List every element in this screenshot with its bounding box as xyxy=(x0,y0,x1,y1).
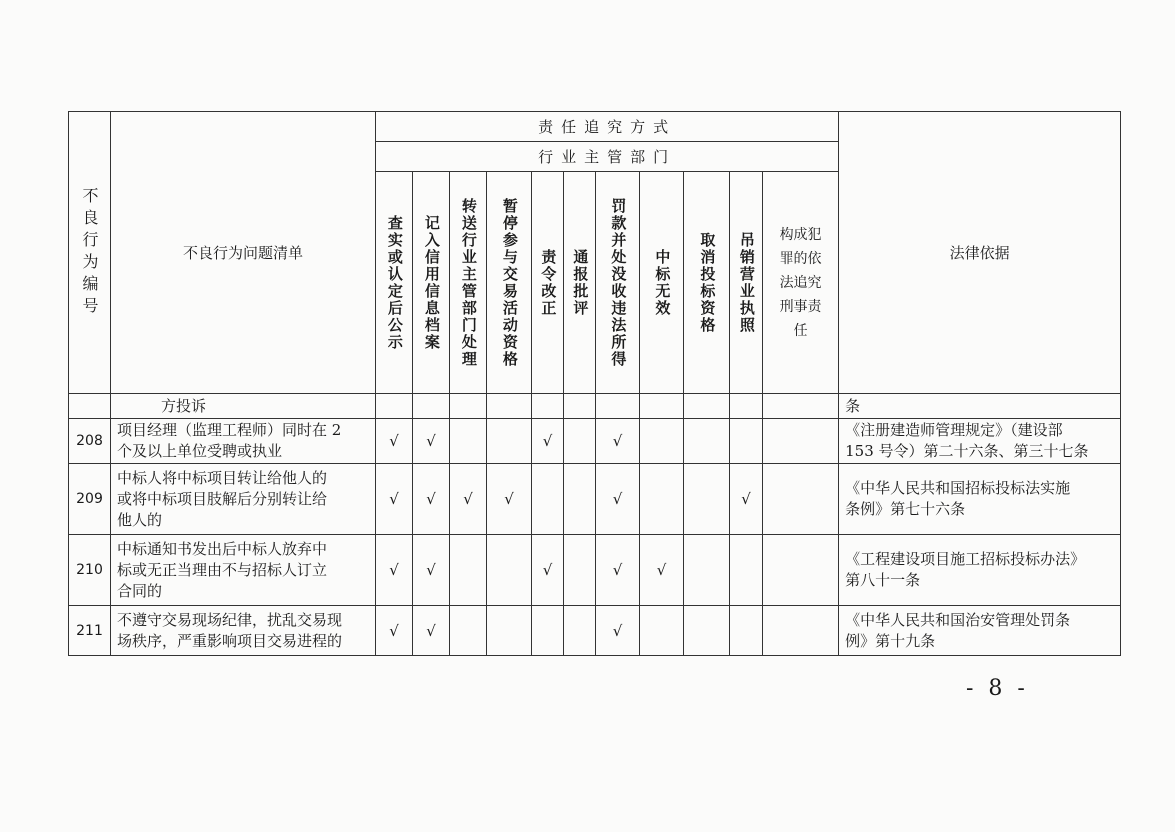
measure-label: 吊销营业执照 xyxy=(737,231,756,334)
law-line: 第八十一条 xyxy=(845,571,921,589)
measure-label: 取消投标资格 xyxy=(698,231,717,334)
row-number: 209 xyxy=(69,464,111,535)
desc-line: 标或无正当理由不与招标人订立 xyxy=(117,560,328,579)
check-mark: √ xyxy=(596,419,640,464)
measure-header-credit-file xyxy=(413,172,450,394)
desc-line: 项目经理（监理工程师）同时在 2 xyxy=(117,421,342,439)
page-number: - 8 - xyxy=(966,676,1029,701)
measure-header-transfer xyxy=(450,172,487,394)
row-description: 方投诉 xyxy=(111,394,376,419)
row-number: 208 xyxy=(69,419,111,464)
law-line: 《工程建设项目施工招标投标办法》 xyxy=(845,550,1086,568)
measure-header-publicize xyxy=(376,172,413,394)
criminal-label-line: 构成犯 xyxy=(779,226,822,243)
law-line: 《中华人民共和国治安管理处罚条 xyxy=(845,610,1071,629)
check-mark: √ xyxy=(532,419,564,464)
col-number-header xyxy=(69,112,111,394)
row-number-cell xyxy=(69,394,111,419)
check-mark: √ xyxy=(376,464,413,535)
sub-group-title: 行业主管部门 xyxy=(376,142,839,172)
liability-table xyxy=(68,111,1121,656)
measure-label: 查实或认定后公示 xyxy=(385,214,404,351)
check-mark: √ xyxy=(487,464,532,535)
table-row xyxy=(69,535,1121,606)
row-description xyxy=(111,464,376,535)
row-law xyxy=(839,419,1121,464)
criminal-label-line: 法追究 xyxy=(779,274,822,291)
measure-header-suspend xyxy=(487,172,532,394)
measure-label: 暂停参与交易活动资格 xyxy=(500,197,519,368)
desc-line: 中标通知书发出后中标人放弃中 xyxy=(117,539,328,558)
table-row xyxy=(69,419,1121,464)
law-line: 153 号令）第二十六条、第三十七条 xyxy=(845,442,1089,460)
measure-label: 记入信用信息档案 xyxy=(422,214,441,351)
check-mark: √ xyxy=(596,535,640,606)
check-mark: √ xyxy=(596,464,640,535)
desc-line: 场秩序，严重影响项目交易进程的 xyxy=(117,631,343,650)
col-list-header: 不良行为问题清单 xyxy=(111,112,376,394)
desc-line: 合同的 xyxy=(117,581,163,600)
continuation-row xyxy=(69,394,1121,419)
group-title: 责任追究方式 xyxy=(376,112,839,142)
desc-line: 不遵守交易现场纪律，扰乱交易现 xyxy=(117,610,343,629)
row-description xyxy=(111,419,376,464)
check-mark: √ xyxy=(413,606,450,656)
row-law xyxy=(839,606,1121,656)
row-description xyxy=(111,535,376,606)
measure-header-fine xyxy=(596,172,640,394)
measure-header-cancel-qualification xyxy=(684,172,730,394)
measure-label: 罚款并处没收违法所得 xyxy=(609,197,628,368)
row-law xyxy=(839,464,1121,535)
row-law: 条 xyxy=(839,394,1121,419)
check-mark: √ xyxy=(376,606,413,656)
criminal-label-line: 任 xyxy=(793,322,808,339)
check-mark: √ xyxy=(413,535,450,606)
col-number-label: 不良行为编号 xyxy=(80,186,99,319)
measure-header-invalid-bid xyxy=(640,172,684,394)
check-mark: √ xyxy=(596,606,640,656)
desc-line: 或将中标项目肢解后分别转让给 xyxy=(117,489,328,508)
measure-label: 转送行业主管部门处理 xyxy=(459,197,478,368)
measure-header-revoke-license xyxy=(730,172,763,394)
law-line: 《中华人民共和国招标投标法实施 xyxy=(845,479,1071,497)
measure-label: 责令改正 xyxy=(539,248,558,317)
desc-line: 个及以上单位受聘或执业 xyxy=(117,442,283,460)
measure-label: 通报批评 xyxy=(571,248,590,317)
col-law-header: 法律依据 xyxy=(839,112,1121,394)
check-mark: √ xyxy=(413,464,450,535)
law-line: 条例》第七十六条 xyxy=(845,500,966,518)
measure-label: 中标无效 xyxy=(653,248,672,317)
law-line: 《注册建造师管理规定》（建设部 xyxy=(845,421,1063,439)
row-number: 210 xyxy=(69,535,111,606)
check-mark: √ xyxy=(532,535,564,606)
criminal-label-line: 刑事责 xyxy=(779,298,822,315)
table-row xyxy=(69,606,1121,656)
row-law xyxy=(839,535,1121,606)
law-line: 例》第十九条 xyxy=(845,631,936,650)
check-mark: √ xyxy=(413,419,450,464)
row-number: 211 xyxy=(69,606,111,656)
desc-line: 中标人将中标项目转让给他人的 xyxy=(117,468,328,487)
measure-header-criticize xyxy=(564,172,596,394)
table-row xyxy=(69,464,1121,535)
desc-line: 他人的 xyxy=(117,510,163,529)
measure-header-correct xyxy=(532,172,564,394)
check-mark: √ xyxy=(640,535,684,606)
check-mark: √ xyxy=(450,464,487,535)
row-description xyxy=(111,606,376,656)
check-mark: √ xyxy=(730,464,763,535)
criminal-label-line: 罪的依 xyxy=(779,250,822,267)
check-mark: √ xyxy=(376,419,413,464)
measure-header-criminal xyxy=(763,172,839,394)
check-mark: √ xyxy=(376,535,413,606)
